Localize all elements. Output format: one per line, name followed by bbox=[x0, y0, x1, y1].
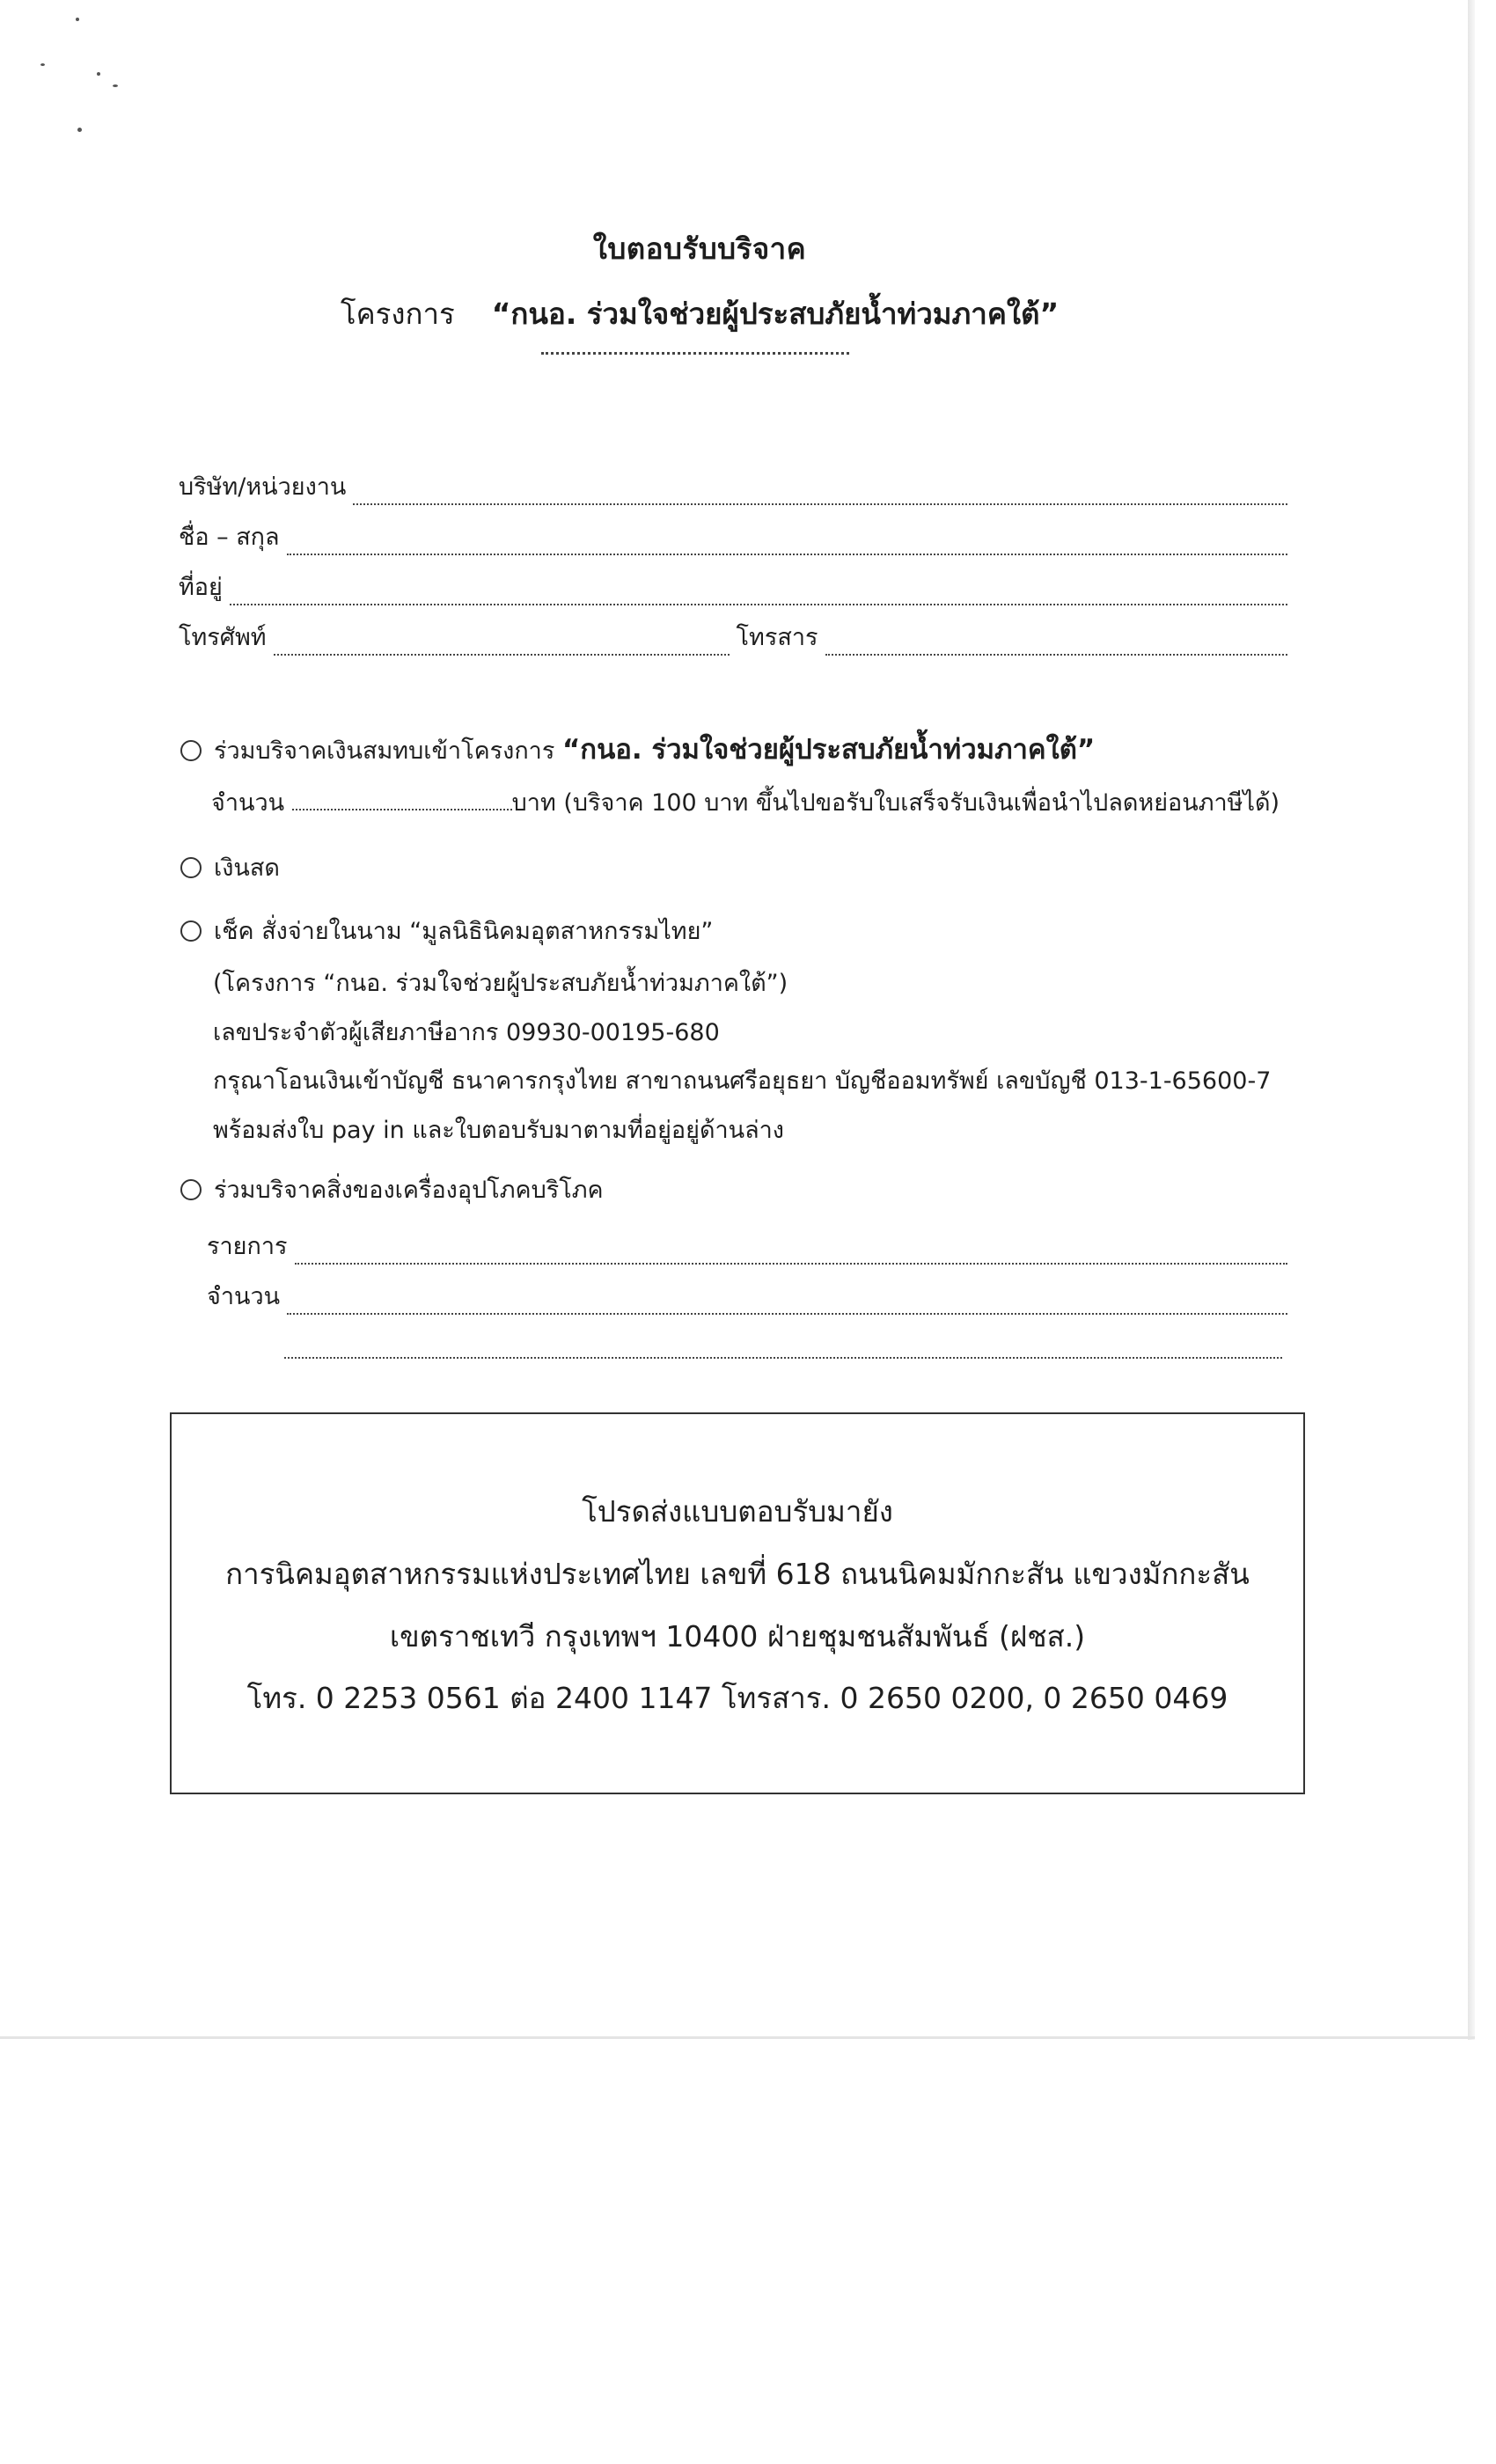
project-title bbox=[0, 290, 1399, 337]
cheque-project: (โครงการ “กนอ. ร่วมใจช่วยผู้ประสบภัยน้ำท่วมภาคใต้”) bbox=[213, 970, 788, 997]
phone-fax-field[interactable] bbox=[179, 617, 1287, 656]
goods-donation-label: ร่วมบริจาคสิ่งของเครื่องอุปโภคบริโภค bbox=[214, 1177, 604, 1204]
amount-row[interactable] bbox=[211, 783, 1280, 821]
cash-donation-project: “กนอ. ร่วมใจช่วยผู้ประสบภัยน้ำท่วมภาคใต้” bbox=[561, 734, 1096, 766]
amount-input-line[interactable] bbox=[292, 791, 512, 810]
fax-label: โทรสาร bbox=[736, 624, 818, 651]
project-name: “กนอ. ร่วมใจช่วยผู้ประสบภัยน้ำท่วมภาคใต้” bbox=[491, 297, 1060, 331]
quantity-label: จำนวน bbox=[207, 1283, 281, 1310]
cheque-radio[interactable] bbox=[180, 920, 202, 942]
extra-line-field[interactable] bbox=[284, 1320, 1282, 1359]
contact-line-4: โทร. 0 2253 0561 ต่อ 2400 1147 โทรสาร. 0 2650 0200, 0 2650 0469 bbox=[246, 1681, 1228, 1715]
phone-input-line[interactable] bbox=[274, 627, 730, 656]
amount-label: จำนวน bbox=[211, 789, 285, 817]
company-field[interactable] bbox=[179, 466, 1287, 505]
scan-speck bbox=[77, 128, 82, 132]
cash-donation-prefix: ร่วมบริจาคเงินสมทบเข้าโครงการ bbox=[214, 737, 555, 765]
scan-speck bbox=[113, 84, 118, 87]
phone-label: โทรศัพท์ bbox=[179, 624, 267, 651]
cash-label: เงินสด bbox=[214, 854, 280, 882]
name-label: ชื่อ – สกุล bbox=[179, 524, 280, 551]
quantity-input-line[interactable] bbox=[287, 1287, 1287, 1315]
contact-box bbox=[170, 1412, 1305, 1794]
contact-line-1: โปรดส่งแบบตอบรับมายัง bbox=[582, 1494, 893, 1529]
cash-radio[interactable] bbox=[180, 857, 202, 878]
address-field[interactable] bbox=[179, 567, 1287, 605]
project-label: โครงการ bbox=[340, 297, 455, 331]
option-cash-donation[interactable] bbox=[180, 727, 1095, 771]
items-label: รายการ bbox=[207, 1233, 288, 1260]
fax-input-line[interactable] bbox=[825, 627, 1288, 656]
option-cash[interactable] bbox=[180, 848, 280, 886]
page-shadow-edge bbox=[1468, 0, 1475, 2040]
items-input-line[interactable] bbox=[295, 1236, 1288, 1265]
contact-line-3: เขตราชเทวี กรุงเทพฯ 10400 ฝ่ายชุมชนสัมพันธ์ (ฝชส.) bbox=[389, 1619, 1086, 1654]
cash-donation-radio[interactable] bbox=[180, 740, 202, 761]
company-input-line[interactable] bbox=[353, 477, 1287, 505]
amount-suffix: บาท (บริจาค 100 บาท ขึ้นไปขอรับใบเสร็จรับเงินเพื่อนำไปลดหย่อนภาษีได้) bbox=[511, 789, 1280, 817]
extra-input-line[interactable] bbox=[284, 1331, 1282, 1359]
form-title: ใบตอบรับบริจาค bbox=[592, 231, 807, 266]
address-input-line[interactable] bbox=[230, 577, 1287, 605]
bank-transfer-info: กรุณาโอนเงินเข้าบัญชี ธนาคารกรุงไทย สาขาถนนศรีอยุธยา บัญชีออมทรัพย์ เลขบัญชี 013-1-65600-7 bbox=[213, 1067, 1272, 1095]
name-input-line[interactable] bbox=[287, 527, 1287, 555]
option-goods-donation[interactable] bbox=[180, 1170, 604, 1208]
name-field[interactable] bbox=[179, 517, 1287, 555]
company-label: บริษัท/หน่วยงาน bbox=[179, 473, 347, 501]
quantity-field[interactable] bbox=[207, 1276, 1287, 1315]
option-cheque[interactable] bbox=[180, 912, 713, 950]
title-dotted-line bbox=[541, 352, 849, 355]
address-label: ที่อยู่ bbox=[179, 574, 223, 601]
scan-speck bbox=[97, 72, 100, 76]
contact-line-2: การนิคมอุตสาหกรรมแห่งประเทศไทย เลขที่ 618 ถนนนิคมมักกะสัน แขวงมักกะสัน bbox=[225, 1557, 1250, 1591]
scan-speck bbox=[76, 18, 79, 21]
cheque-label: เช็ค สั่งจ่ายในนาม “มูลนิธินิคมอุตสาหกรรมไทย” bbox=[214, 918, 714, 945]
tax-id: เลขประจำตัวผู้เสียภาษีอากร 09930-00195-680 bbox=[213, 1019, 720, 1046]
pay-in-note: พร้อมส่งใบ pay in และใบตอบรับมาตามที่อยู่อยู่ด้านล่าง bbox=[213, 1117, 784, 1144]
page-bottom-edge bbox=[0, 2036, 1475, 2039]
scan-speck bbox=[40, 63, 45, 66]
goods-donation-radio[interactable] bbox=[180, 1179, 202, 1200]
items-field[interactable] bbox=[207, 1226, 1287, 1265]
